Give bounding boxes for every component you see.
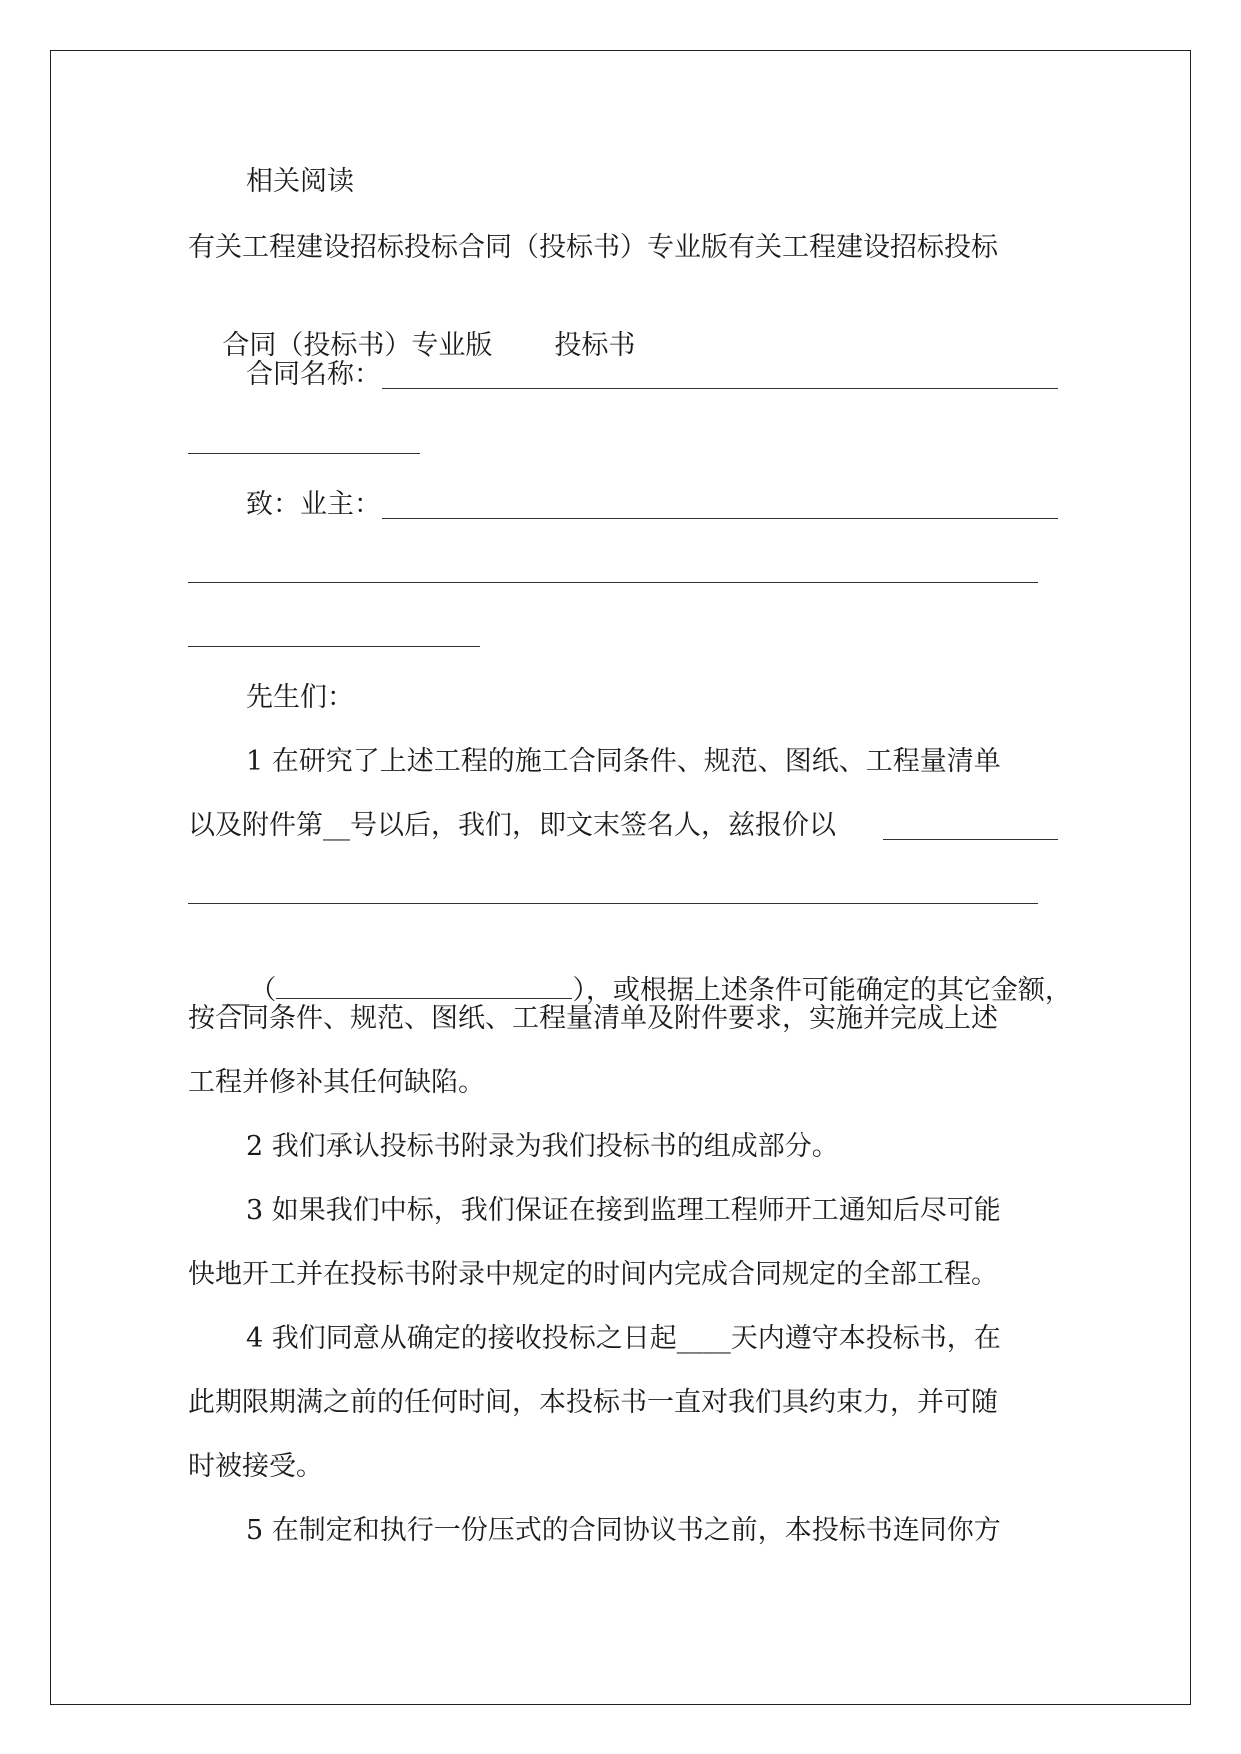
contract-name-label: 合同名称： bbox=[246, 359, 381, 390]
related-reading-heading: 相关阅读 bbox=[246, 166, 354, 197]
para-4-line-3: 时被接受。 bbox=[188, 1451, 323, 1482]
para-1-line-4-suffix: ），或根据上述条件可能确定的其它金额， bbox=[572, 975, 1072, 1006]
para-4-line-2: 此期限期满之前的任何时间，本投标书一直对我们具约束力，并可随 bbox=[188, 1387, 998, 1418]
title-line-1: 有关工程建设招标投标合同（投标书）专业版有关工程建设招标投标 bbox=[188, 232, 998, 263]
para-1-line-1: 1 在研究了上述工程的施工合同条件、规范、图纸、工程量清单 bbox=[246, 746, 1001, 777]
owner-blank-line-3[interactable] bbox=[188, 646, 480, 647]
to-owner-label: 致：业主： bbox=[246, 489, 381, 520]
title-line-2-text: 合同（投标书）专业版 bbox=[222, 330, 493, 361]
title-tail: 投标书 bbox=[554, 330, 636, 361]
para-1-line-5: 按合同条件、规范、图纸、工程量清单及附件要求，实施并完成上述 bbox=[188, 1003, 998, 1034]
para-4-line-1: 4 我们同意从确定的接收投标之日起____天内遵守本投标书，在 bbox=[246, 1323, 1001, 1354]
price-words-blank[interactable] bbox=[276, 972, 572, 999]
para-3-line-2: 快地开工并在投标书附录中规定的时间内完成合同规定的全部工程。 bbox=[188, 1259, 998, 1290]
owner-blank[interactable] bbox=[382, 518, 1058, 519]
owner-blank-line-2[interactable] bbox=[188, 582, 1038, 583]
para-3-line-1: 3 如果我们中标，我们保证在接到监理工程师开工通知后尽可能 bbox=[246, 1195, 1001, 1226]
contract-name-blank-cont[interactable] bbox=[188, 453, 420, 454]
para-1-line-6: 工程并修补其任何缺陷。 bbox=[188, 1067, 485, 1098]
contract-name-blank[interactable] bbox=[382, 388, 1058, 389]
price-blank[interactable] bbox=[883, 839, 1058, 840]
price-blank-line-2[interactable] bbox=[188, 903, 1038, 904]
para-5-line-1: 5 在制定和执行一份压式的合同协议书之前，本投标书连同你方 bbox=[246, 1515, 1001, 1546]
salutation: 先生们： bbox=[246, 682, 354, 713]
para-1-line-2: 以及附件第__号以后，我们，即文末签名人，兹报价以 bbox=[188, 810, 836, 841]
para-1-line-4-prefix: __（ bbox=[222, 975, 277, 1006]
para-2: 2 我们承认投标书附录为我们投标书的组成部分。 bbox=[246, 1131, 839, 1162]
